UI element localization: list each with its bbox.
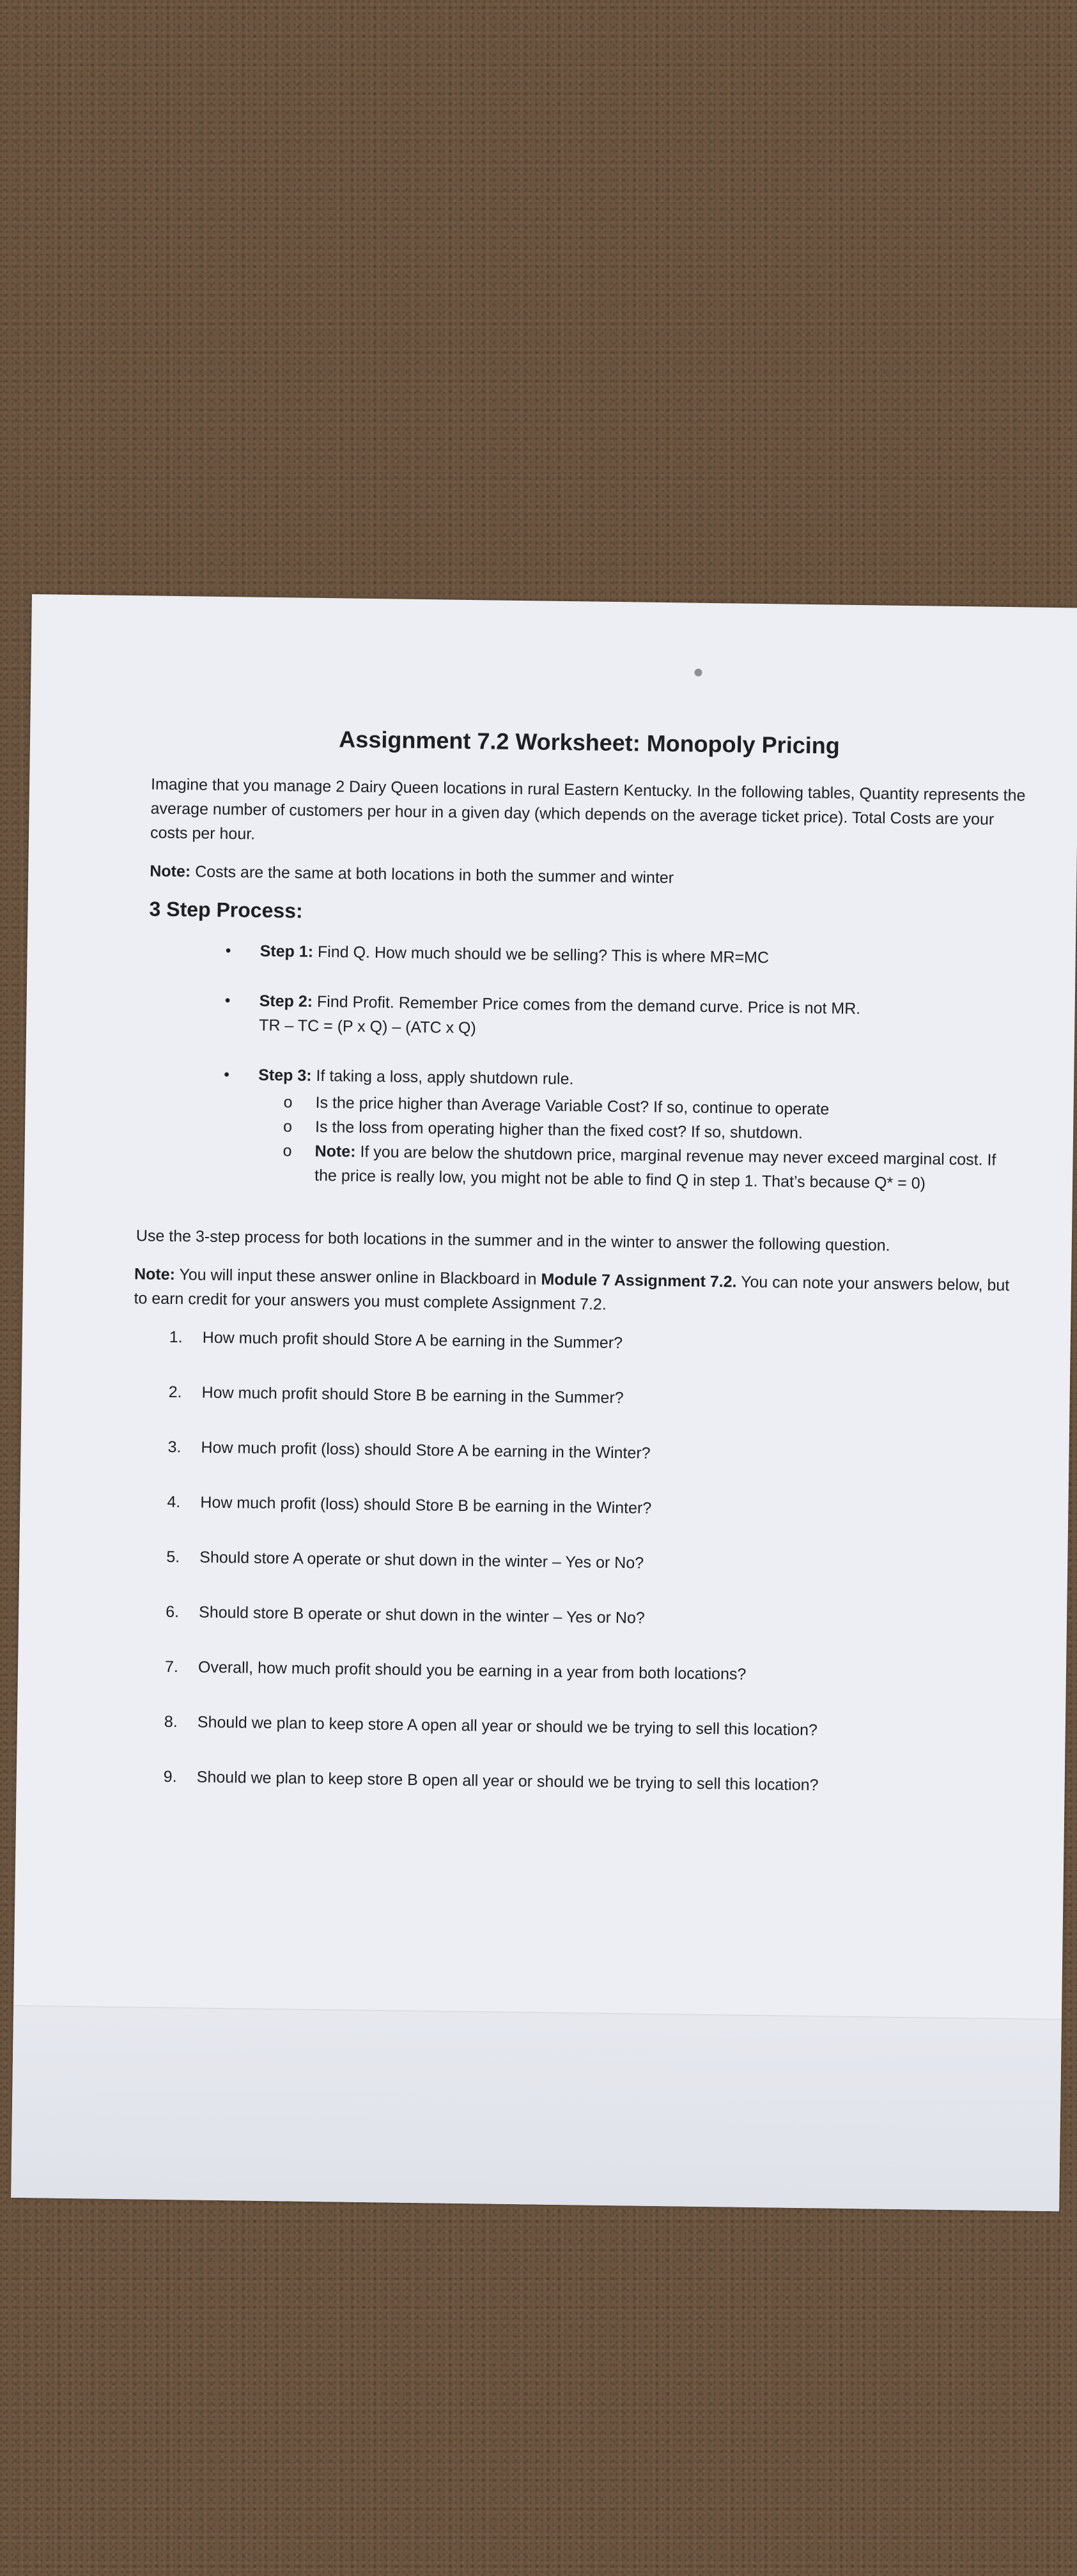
bullet-icon: • bbox=[223, 1065, 230, 1084]
question-list bbox=[164, 1325, 1019, 1800]
instruction-paragraph: Use the 3-step process for both locations in the summer and in the winter to answer the following question. bbox=[136, 1227, 890, 1255]
note-blackboard bbox=[134, 1262, 1020, 1322]
question-item bbox=[166, 1545, 1016, 1580]
note-text: Costs are the same at both locations in both the summer and winter bbox=[190, 862, 674, 887]
circle-bullet-icon: o bbox=[283, 1142, 292, 1160]
sub-text: Is the price higher than Average Variable Cost? If so, continue to operate bbox=[315, 1093, 830, 1119]
question-text: Should we plan to keep store A open all year or should we be trying to sell this location? bbox=[197, 1713, 818, 1740]
question-text: Should store B operate or shut down in the winter – Yes or No? bbox=[198, 1603, 645, 1627]
page-title: Assignment 7.2 Worksheet: Monopoly Pricing bbox=[339, 726, 841, 759]
step-label: Step 1: bbox=[260, 942, 314, 961]
note-text: You will input these answer online in Blackboard in bbox=[174, 1266, 541, 1289]
question-text: Overall, how much profit should you be earning in a year from both locations? bbox=[198, 1658, 747, 1683]
question-number: 4. bbox=[167, 1492, 181, 1512]
question-text: Should store A operate or shut down in the winter – Yes or No? bbox=[199, 1548, 644, 1572]
question-text: How much profit (loss) should Store B be earning in the Winter? bbox=[200, 1493, 652, 1517]
question-text: How much profit (loss) should Store A be earning in the Winter? bbox=[201, 1438, 651, 1462]
question-item bbox=[167, 1435, 1018, 1470]
question-number: 9. bbox=[163, 1767, 177, 1786]
step-item-2 bbox=[224, 988, 1024, 1047]
paper-mark bbox=[694, 669, 702, 677]
note-text: You can note your answers below, but to earn credit for your answers you must complete Assignment 7.2. bbox=[134, 1273, 1010, 1314]
step-text: If taking a loss, apply shutdown rule. bbox=[311, 1066, 574, 1089]
question-number: 8. bbox=[164, 1712, 178, 1731]
question-number: 6. bbox=[165, 1602, 180, 1621]
sub-text: Is the loss from operating higher than the fixed cost? If so, shutdown. bbox=[314, 1117, 803, 1142]
step-label: Step 2: bbox=[259, 992, 313, 1011]
bullet-icon: • bbox=[224, 992, 231, 1010]
question-item bbox=[167, 1490, 1017, 1525]
question-item bbox=[165, 1655, 1015, 1690]
question-number: 1. bbox=[169, 1328, 183, 1347]
question-text: How much profit should Store A be earning in the Summer? bbox=[202, 1328, 623, 1353]
shutdown-rule-list bbox=[283, 1090, 1023, 1197]
step-text: Find Q. How much should we be selling? This is where MR=MC bbox=[313, 942, 770, 967]
note-costs bbox=[150, 859, 1025, 894]
sub-item-3 bbox=[283, 1138, 1022, 1197]
question-number: 7. bbox=[164, 1657, 179, 1676]
bullet-icon: • bbox=[225, 942, 231, 960]
question-number: 2. bbox=[168, 1383, 182, 1402]
process-heading: 3 Step Process: bbox=[149, 897, 303, 923]
worksheet-content bbox=[134, 723, 1027, 1830]
sub-note-label: Note: bbox=[314, 1142, 356, 1161]
paper-fold bbox=[11, 2005, 1062, 2211]
step-text: Find Profit. Remember Price comes from the demand curve. Price is not MR. bbox=[312, 992, 861, 1018]
question-item bbox=[166, 1600, 1016, 1635]
question-text: How much profit should Store B be earning in the Summer? bbox=[201, 1383, 624, 1407]
intro-paragraph: Imagine that you manage 2 Dairy Queen locations in rural Eastern Kentucky. In the following tables, Quantity represents the average number of customers per hour in a given day (which depends on the average ticket price). Total Costs are your costs per hour. bbox=[150, 775, 1026, 843]
step-item-1 bbox=[225, 939, 1024, 973]
question-item bbox=[164, 1765, 1014, 1800]
profit-formula: TR – TC = (P x Q) – (ATC x Q) bbox=[259, 1016, 476, 1038]
note-label: Note: bbox=[134, 1265, 176, 1284]
question-number: 3. bbox=[167, 1438, 182, 1457]
module-name: Module 7 Assignment 7.2. bbox=[541, 1270, 737, 1291]
worksheet-paper bbox=[11, 594, 1077, 2211]
step-list bbox=[222, 939, 1025, 1197]
step-item-3 bbox=[222, 1062, 1023, 1197]
question-text: Should we plan to keep store B open all year or should we be trying to sell this location? bbox=[196, 1768, 819, 1795]
note-label: Note: bbox=[150, 862, 191, 881]
step-label: Step 3: bbox=[258, 1066, 312, 1085]
sub-text: If you are below the shutdown price, marginal revenue may never exceed marginal cost. If the price is really low, you might not be able to find Q in step 1. That’s because Q* = 0) bbox=[314, 1142, 996, 1193]
question-item bbox=[164, 1710, 1014, 1745]
question-item bbox=[169, 1325, 1019, 1360]
circle-bullet-icon: o bbox=[283, 1117, 293, 1136]
question-number: 5. bbox=[166, 1547, 180, 1567]
circle-bullet-icon: o bbox=[283, 1093, 293, 1112]
question-item bbox=[168, 1380, 1018, 1415]
